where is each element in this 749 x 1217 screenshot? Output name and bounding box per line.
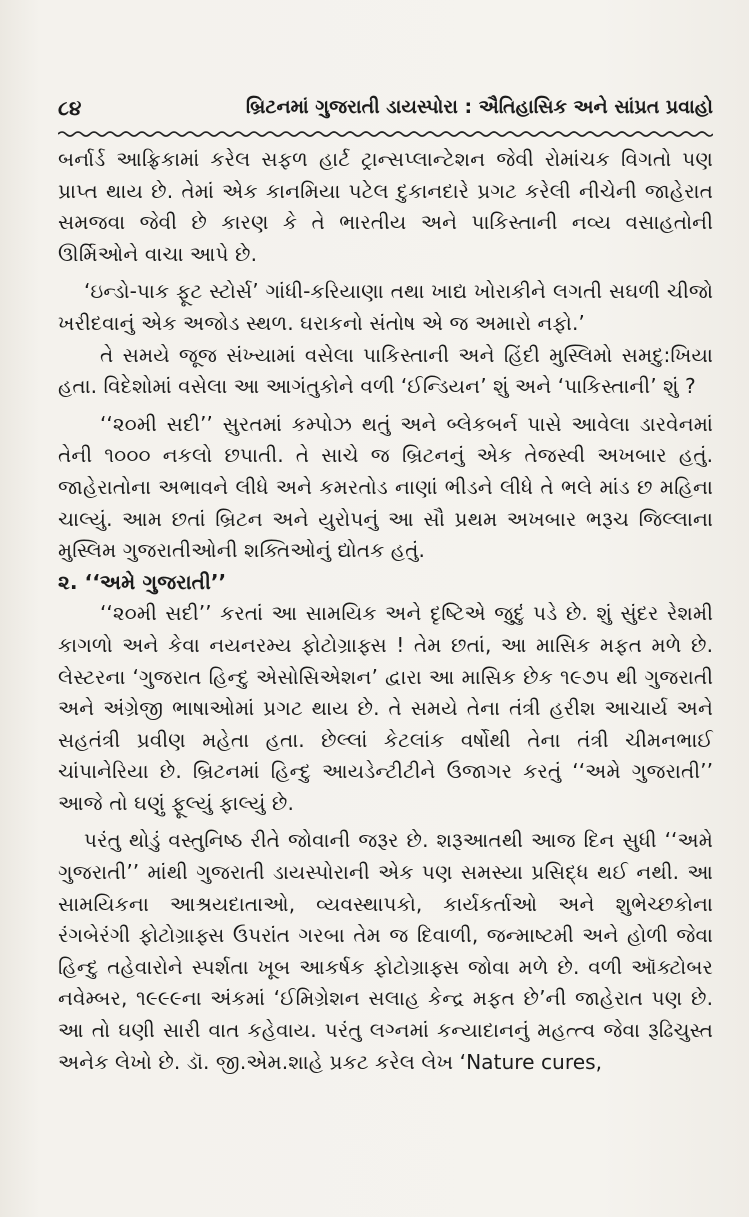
section-heading: ૨. ‘‘અમે ગુજરાતી’’ (58, 569, 227, 594)
paragraph-6: ‘‘૨૦મી સદી’’ કરતાં આ સામયિક અને દૃષ્ટિએ જુદું પડે છે. શું સુંદર રેશમી કાગળો અને કેવા નયનરમ્ય ફોટોગ્રાફ્સ ! તેમ છતાં, આ માસિક મફત મળે છે. લેસ્ટરના ‘ગુજરાત હિન્દુ એસોસિએશન’ દ્વારા આ માસિક છેક ૧૯૭૫ થી ગુજરાતી અને અંગ્રેજી ભાષાઓમાં પ્રગટ થાય છે. તે સમયે તેના તંત્રી હરીશ આચાર્ય અને સહતંત્રી પ્રવીણ મહેતા હતા. છેલ્લાં કેટલાંક વર્ષોથી તેના તંત્રી ચીમનભાઈ ચાંપાનેરિયા છે. બ્રિટનમાં હિન્દુ આયડેન્ટીટીને ઉજાગર કરતું ‘‘અમે ગુજરાતી’’ આજે તો ઘણું ફૂલ્યું ફાલ્યું છે. (58, 601, 713, 815)
running-title: બ્રિટનમાં ગુજરાતી ડાયસ્પોરા : ઐતિહાસિક અને સાંપ્રત પ્રવાહો (245, 96, 713, 118)
page-number: ૮૪ (58, 96, 82, 120)
page-header (58, 92, 713, 132)
body-text (58, 144, 713, 1078)
paragraph-4: ‘‘૨૦મી સદી’’ સુરતમાં કમ્પોઝ થતું અને બ્લેકબર્ન પાસે આવેલા ડારવેનમાં તેની ૧૦૦૦ નકલો છપાતી. તે સાચે જ બ્રિટનનું એક તેજસ્વી અખબાર હતું. જાહેરાતોના અભાવને લીધે અને કમરતોડ નાણાં ભીડને લીધે તે ભલે માંડ છ મહિના ચાલ્યું. આમ છતાં બ્રિટન અને યુરોપનું આ સૌ પ્રથમ અખબાર ભરૂચ જિલ્લાના મુસ્લિમ ગુજરાતીઓની શક્તિઓનું દ્યોતક હતું. (58, 411, 713, 563)
decorative-header-rule (58, 130, 713, 138)
paragraph-3: તે સમયે જૂજ સંખ્યામાં વસેલા પાકિસ્તાની અને હિંદી મુસ્લિમો સમદુ:ખિયા હતા. વિદેશોમાં વસેલા આ આગંતુકોને વળી ‘ઈન્ડિયન’ શું અને ‘પાકિસ્તાની’ શું ? (58, 342, 713, 399)
paragraph-1: બર્નાર્ડ આફ્રિકામાં કરેલ સફળ હાર્ટ ટ્રાન્સપ્લાન્ટેશન જેવી રોમાંચક વિગતો પણ પ્રાપ્ત થાય છે. તેમાં એક કાનમિયા પટેલ દુકાનદારે પ્રગટ કરેલી નીચેની જાહેરાત સમજવા જેવી છે કારણ કે તે ભારતીય અને પાકિસ્તાની નવ્ય વસાહતોની ઊર્મિઓને વાચા આપે છે. (58, 147, 713, 266)
paragraph-advertisement-quote: ‘ઇન્ડો-પાક ફૂટ સ્ટોર્સ’ ગાંધી-કરિયાણા તથા ખાદ્ય ખોરાકીને લગતી સઘળી ચીજો ખરીદવાનું એક અજોડ સ્થળ. ઘરાકનો સંતોષ એ જ અમારો નફો.’ (58, 279, 713, 335)
paragraph-7: પરંતુ થોડું વસ્તુનિષ્ઠ રીતે જોવાની જરૂર છે. શરૂઆતથી આજ દિન સુધી ‘‘અમે ગુજરાતી’’ માંથી ગુજરાતી ડાયસ્પોરાની એક પણ સમસ્યા પ્રસિદ્ધ થઈ નથી. આ સામયિકના આશ્રયદાતાઓ, વ્યવસ્થાપકો, કાર્યકર્તાઓ અને શુભેચ્છકોના રંગબેરંગી ફોટોગ્રાફ્સ ઉપરાંત ગરબા તેમ જ દિવાળી, જન્માષ્ટમી અને હોળી જેવા હિન્દુ તહેવારોને સ્પર્શતા ખૂબ આકર્ષક ફોટોગ્રાફ્સ જોવા મળે છે. વળી ઑક્ટોબર નવેમ્બર, ૧૯૯૯ના અંકમાં ‘ઈમિગ્રેશન સલાહ કેન્દ્ર મફત છે’ની જાહેરાત પણ છે. આ તો ઘણી સારી વાત કહેવાય. પરંતુ લગ્નમાં કન્યાદાનનું મહત્ત્વ જેવા રૂઢિચુસ્ત અનેક લેખો છે. ડૉ. જી.એમ.શાહે પ્રકટ કરેલ લેખ ‘Nature cures, (58, 828, 713, 1074)
